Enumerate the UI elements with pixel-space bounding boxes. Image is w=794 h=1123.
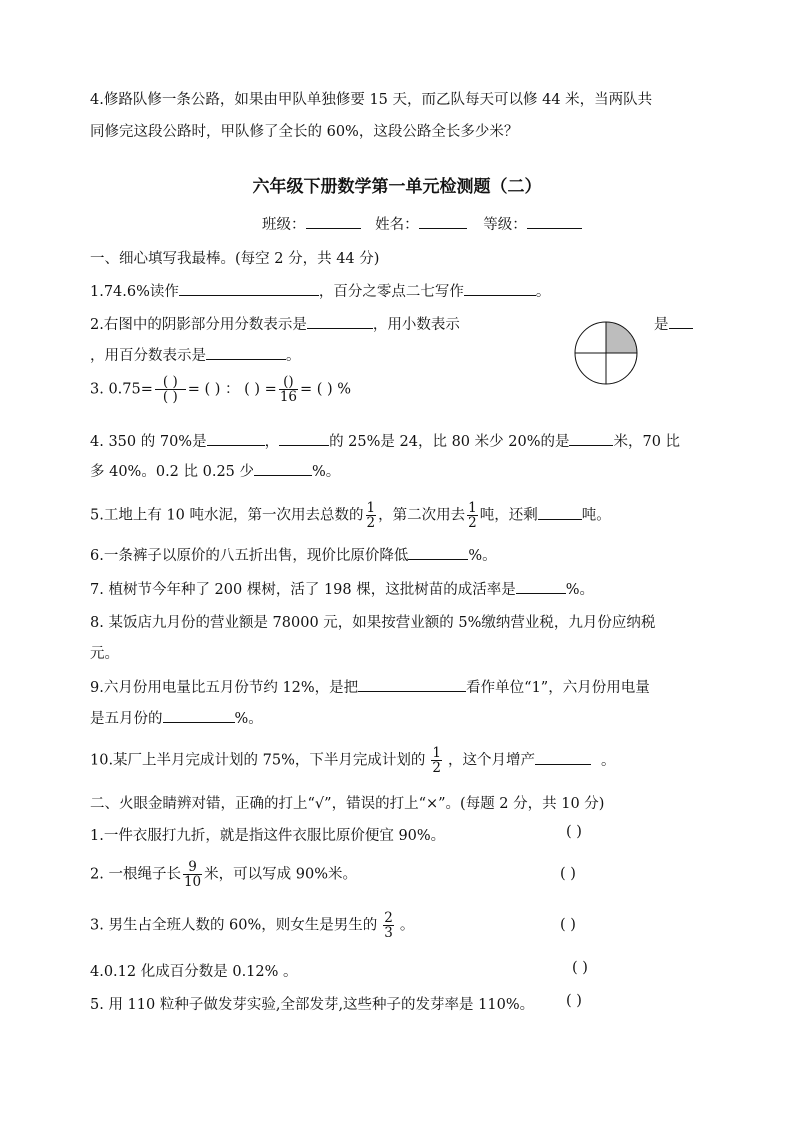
s2-q4-answer[interactable]: ( ) xyxy=(572,960,588,976)
class-label: 班级： xyxy=(262,217,306,233)
s1-q5-blank[interactable] xyxy=(538,504,582,520)
s1-q3-frac1[interactable]: $\frac{( )}{( )}$ xyxy=(155,375,186,404)
grade-label: 等级： xyxy=(483,217,527,233)
s1-q3-frac2[interactable]: $\frac{()}{16}$ xyxy=(279,374,297,406)
s1-q5: 5.工地上有 10 吨水泥，第一次用去总数的 $\frac{1}{2}$ ，第二次用去 $\frac{1}{2}$ 吨，还剩 吨。 xyxy=(90,500,611,532)
top-problem-line2: 同修完这段公路时，甲队修了全长的 60%，这段公路全长多少米？ xyxy=(90,124,519,140)
s1-q9-line2: 是五月份的 %。 xyxy=(90,707,263,728)
s1-q2-blank1[interactable] xyxy=(307,313,373,329)
s1-q1: 1.74.6%读作 ，百分之零点二七写作 。 xyxy=(90,280,550,301)
s1-q2-blank2[interactable] xyxy=(669,313,693,329)
class-blank[interactable] xyxy=(306,213,361,229)
s1-q10: 10.某厂上半月完成计划的 75%，下半月完成计划的 $\frac{1}{2}$ ，这个月增产 。 xyxy=(90,745,616,777)
name-label: 姓名： xyxy=(375,217,419,233)
quarter-shaded-circle xyxy=(573,320,639,386)
s1-q2-line2: ，用百分数表示是 。 xyxy=(90,344,301,365)
s1-q1-blank2[interactable] xyxy=(464,280,536,296)
s2-q4: 4.0.12 化成百分数是 0.12% 。 xyxy=(90,964,298,980)
s1-q9: 9.六月份用电量比五月份节约 12%，是把 看作单位“1”，六月份用电量 xyxy=(90,676,650,697)
s1-q10-blank[interactable] xyxy=(535,749,591,765)
s2-q1-answer[interactable]: ( ) xyxy=(566,824,582,840)
s1-q4-blank4[interactable] xyxy=(254,460,312,476)
s1-q9-blank1[interactable] xyxy=(358,676,466,692)
s2-q3: 3. 男生占全班人数的 60%，则女生是男生的 $\frac{2}{3}$ 。 xyxy=(90,910,415,942)
s2-q2-answer[interactable]: ( ) xyxy=(560,866,576,882)
s1-q4: 4. 350 的 70%是 ， 的 25%是 24，比 80 米少 20%的是 米，70 比 xyxy=(90,430,680,451)
s1-q1-blank1[interactable] xyxy=(179,280,319,296)
s1-q4-blank2[interactable] xyxy=(279,430,329,446)
s1-q7: 7. 植树节今年种了 200 棵树，活了 198 棵，这批树苗的成活率是 %。 xyxy=(90,578,594,599)
s1-q6: 6.一条裤子以原价的八五折出售，现价比原价降低 %。 xyxy=(90,544,497,565)
s1-q4-blank1[interactable] xyxy=(207,430,265,446)
section2-heading: 二、火眼金睛辨对错，正确的打上“√”，错误的打上“×”。(每题 2 分，共 10 分) xyxy=(90,796,605,812)
s2-q1: 1.一件衣服打九折，就是指这件衣服比原价便宜 90%。 xyxy=(90,828,446,844)
s1-q3: 3. 0.75= $\frac{( )}{( )}$ = ( ) ： ( ) = $\frac{()}{16}$ = ( ) % xyxy=(90,374,352,406)
s1-q9-blank2[interactable] xyxy=(163,707,235,723)
s1-q8: 8. 某饭店九月份的营业额是 78000 元，如果按营业额的 5%缴纳营业税，九月份应纳税 xyxy=(90,615,656,631)
s1-q6-blank[interactable] xyxy=(408,544,468,560)
page-title: 六年级下册数学第一单元检测题（二） xyxy=(252,177,542,197)
s1-q7-blank[interactable] xyxy=(516,578,566,594)
section1-heading: 一、细心填写我最棒。(每空 2 分，共 44 分) xyxy=(90,251,380,267)
student-info-row xyxy=(262,213,582,234)
s2-q3-answer[interactable]: ( ) xyxy=(560,917,576,933)
s1-q2-tail: 是 xyxy=(654,313,693,334)
s1-q8-line2: 元。 xyxy=(90,646,119,662)
s1-q2: 2.右图中的阴影部分用分数表示是 ，用小数表示 xyxy=(90,313,460,334)
top-problem-line1: 4.修路队修一条公路，如果由甲队单独修要 15 天，而乙队每天可以修 44 米，当两队共 xyxy=(90,92,653,108)
s1-q4-line2: 多 40%。0.2 比 0.25 少 %。 xyxy=(90,460,340,481)
s2-q5-answer[interactable]: ( ) xyxy=(566,993,582,1009)
s2-q2: 2. 一根绳子长 $\frac{9}{10}$ 米，可以写成 90%米。 xyxy=(90,859,357,891)
s2-q5: 5. 用 110 粒种子做发芽实验,全部发芽,这些种子的发芽率是 110%。 xyxy=(90,997,535,1013)
s1-q2-blank3[interactable] xyxy=(206,344,286,360)
s1-q4-blank3[interactable] xyxy=(569,430,613,446)
name-blank[interactable] xyxy=(419,213,467,229)
grade-blank[interactable] xyxy=(527,213,582,229)
